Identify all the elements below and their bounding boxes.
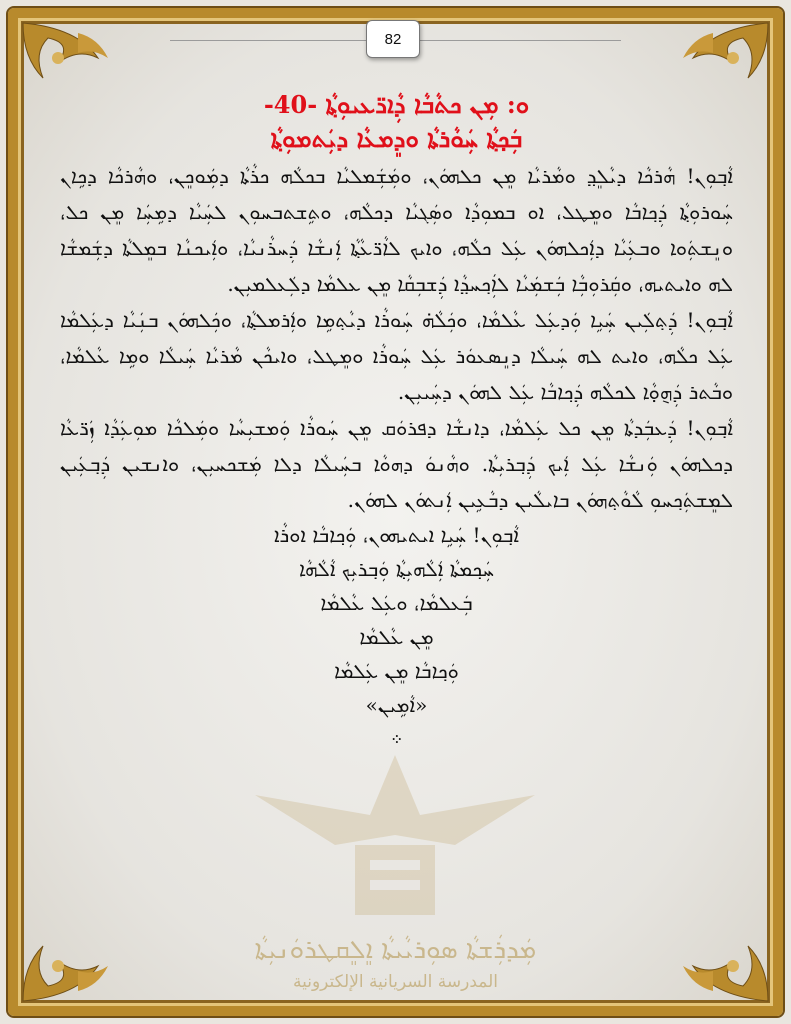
poem-line: ܚܲܟ݂ܡܬܵܐ ܐܲܠܵܗܝܼܬ݂ܵܐ ܘܲܒ݂ܪܝܼܟ ܐܵܠܵܗܵܐ: [298, 557, 494, 581]
watermark-emblem-icon: [205, 735, 585, 935]
poem-line: ܡܸܢ ܥܵܠܡܵܐ: [359, 625, 434, 649]
poem-line: ܐܵܒ݂ܘܼܢ! ܚܲܝܹܐ ܐܝܬܝܗܘܢ، ܘܲܟ݂ܐܒܵܐ ܐܘܪܵܐ: [273, 523, 520, 547]
end-mark: ܀: [391, 727, 402, 748]
chapter-heading: ܘ: ܡܼܢ ܟܬܵܒܵܐ ܕܼܵܐܪ̈ܥܝܘܼܬ݂ܵܐ -40-: [263, 90, 530, 119]
chapter-subheading: ܒܲܟ̣ܬ݂ܵܐ ܚܲܘܵܪܬܵܐ ܘܕܸܡܥܵܐ ܕܝܲܬܡܘܼܬ݂ܵܐ: [270, 124, 523, 153]
paragraph: ܐܵܒ݂ܘܼܢ! ܗܵܪܟܵܐ ܕܝܵܠܸܕ݂ ܘܡܵܪܝܵܐ ܡܸܢ ܟܠܗܘܿܢ، ܘܡܲܫܲܡܠܝܵܐ ܒܟܠܵܗ ܟܪܵܬܵܐ ܕܡܲܘܟܸܢ، ܘܗܵܪܟܵܐ ܕܟܹܐܢ ܚܲܘܪܘܼܬ݂ܵܐ ܕܲܟ݂ܐܒܵܐ ܘܡܸܛܠ، ܐܘ ܒܡܘܼܕܵܐ ܘܣܲܓܝܵܐ ܕܟܠܵܗ، ܘܬܹܫܬܒܚܘܼܢ ܠܚܲܝܵܐ ܕܡܹܚܲܐ ܡܸܢ ܟܠ، ܘܢܸܫܬܲܘܐ ܘܒܥܲܝܵܐ ܕܐܲܟܠܗܘܿܢ ܥܲܠ ܟܠܵܗ، ܘܐܝܟ ܠܐܵܪ̈ܥܵܬ݂ܵܐ ܐܲܢܫܵܐ ܕܲܚܪܵܢܝܵܐ، ܘܐܲܝܟܢܵܐ ܒܡܸܠܬܵܐ ܕܫܲܡܫܵܐ ܠܗ ܘܐܝܬܝܗ، ܘܩܲܪܘܼܒܼܵܐ ܒܲܫܡܲܝܵܐ ܠܐܲܟ݂ܚܕ݂ܵܐ ܕܲܫܒܼܩܵܐ ܡܸܢ ܥܠܡܵܐ ܕܠܲܥܠܡܝܼܢ.: [60, 164, 733, 296]
poem-line: «ܐܵܡܹܝܢ»: [365, 693, 428, 717]
poem: [60, 518, 733, 722]
watermark-arabic: المدرسة السريانية الإلكترونية: [292, 972, 499, 992]
page-number: 82: [366, 20, 420, 58]
paragraph: ܐܵܒ݂ܘܼܢ! ܕܲܥܒܲܕܬܵܐ ܡܸܢ ܟܠ ܥܲܠܡܵܐ، ܕܐܢܫܵܐ ܕܦܪܘܿܩ ܡܸܢ ܚܲܘܪܵܐ ܘܲܡܫܝܼܚܵܐ ܘܡܲܠܟܵܐ ܡܘܼܥܲܕܵܐ ܙܲܪ̈ܥܵܐ ܕܟܠܗܘܿܢ ܘܲܢܫܵܐ ܥܲܠ ܐܲܝܟ ܕܲܒ݂ܪܝܼܬܵܐ. ܘܗܵܢܘܿ ܕܗܘܵܐ ܒܚܲܝܠܵܐ ܕܠܐ ܡܲܫܟܚܝܼܢ، ܘܐܢܫܝܢ ܕܲܒ݂ܥܲܝܢ ܠܡܸܫܬܲܟ݂ܚܘܼ ܠܵܘܵܬ݂ܗܘܿܢ ܒܐܝܠܵܝܢ ܕܒܵܥܹܝܢ ܐܲܢܬܘܿܢ ܠܗܘܿܢ.: [60, 416, 733, 512]
paragraph: ܐܵܒ݂ܘܼܢ! ܕܲܬ݂ܠܲܝܢ ܚܲܝܹܐ ܘܲܕܥܲܠ ܥܵܠܡܵܐ، ܘܟܲܠܵܗ̇ ܚܲܘܪܵܐ ܕܝܵܬ݂ܡܹܐ ܘܐܲܪܡܠܬ݂ܵܐ، ܘܟܲܠܗܘܿܢ ܒܢܲܝܵܐ ܕܥܲܠܡܵܐ ܥܲܠ ܟܠܵܗ، ܘܐܝܬ ܠܗ ܚܲܝܠܵܐ ܕܢܸܣܥܘܿܪ ܥܲܠ ܚܲܘܪܵܐ ܘܡܸܛܠ، ܘܐܝܟܵܢ ܡܵܪܝܵܐ ܚܲܝܠܵܐ ܘܡܹܐ ܥܵܠܡܵܐ، ܘܒܵܬܪ ܕܲܗ݈ܘ̣ܵܐ ܠܟܠܵܗ ܕܲܟ݂ܐܒܵܐ ܥܲܠ ܠܗܘܿܢ ܕܚܲܝܝܼܢ.: [60, 308, 733, 404]
page-content: [60, 88, 733, 752]
poem-line: ܘܲܟ݂ܐܒܵܐ ܡܸܢ ܥܲܠܡܵܐ: [334, 659, 459, 683]
poem-line: ܒܲܥܠܡܵܐ، ܘܥܲܠ ܥܵܠܡܵܐ: [320, 591, 473, 615]
watermark-syriac: ܡܲܕܪܲܫܬܵܐ ܣܘܼܪܝܵܝܬܵܐ ܐܸܠܸܩܛܪܘܿܢܝܼܬܵܐ: [254, 935, 537, 965]
